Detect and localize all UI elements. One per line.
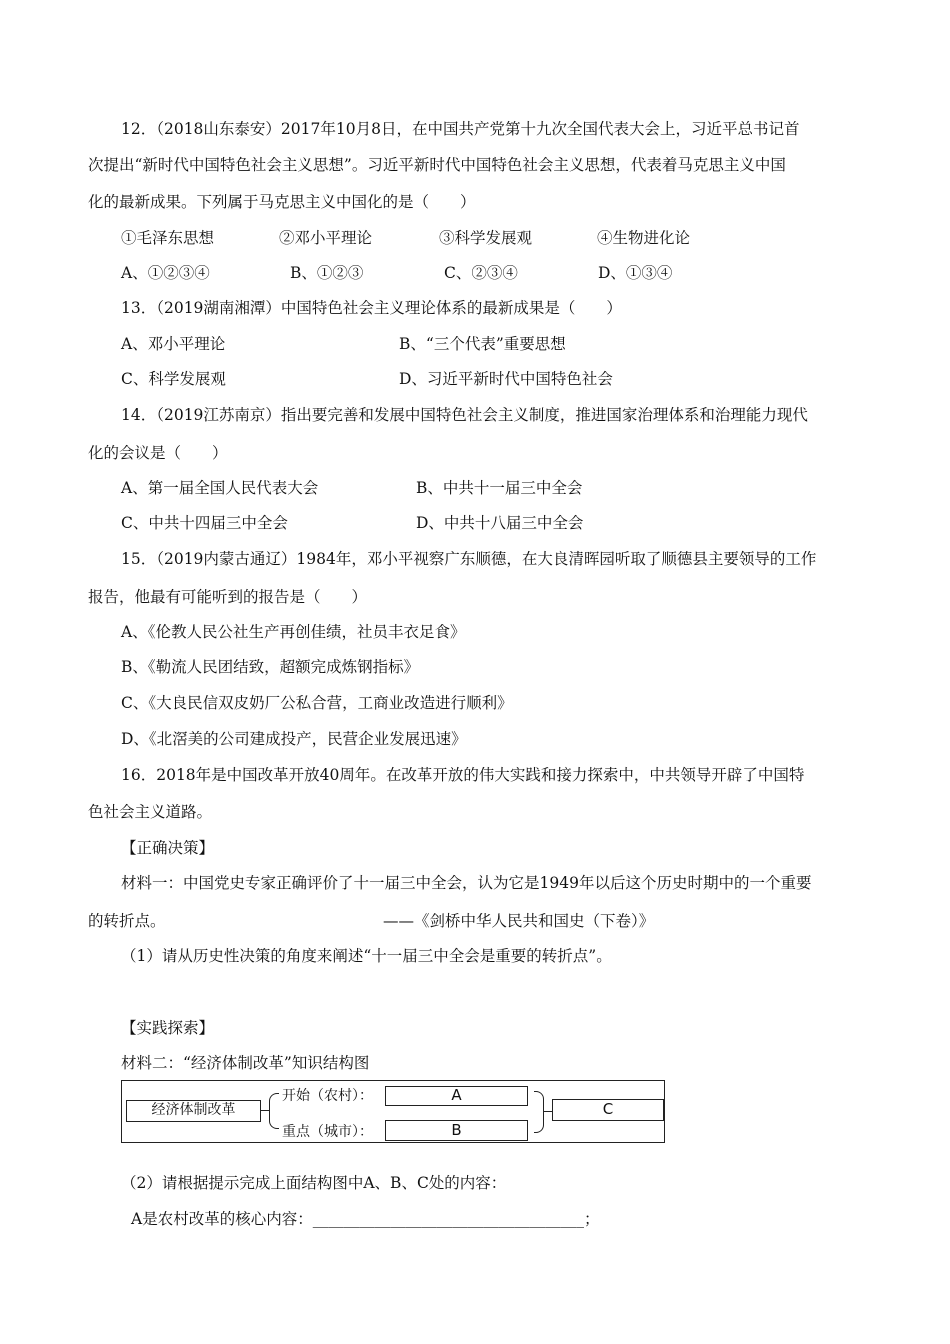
diagram-focus-label: 重点（城市）：	[282, 1124, 373, 1140]
section-heading-decision: 【正确决策】	[121, 839, 215, 857]
q12-stem-line3: 化的最新成果。下列属于马克思主义中国化的是（ ）	[88, 193, 476, 211]
diagram-box-a: A	[385, 1086, 528, 1106]
q12-option-c: C、②③④	[444, 264, 518, 282]
q12-stem-line1: 12．（2018山东泰安）2017年10月8日，在中国共产党第十九次全国代表大会上，习近平总书记首	[121, 120, 800, 138]
sub-question-2: （2）请根据提示完成上面结构图中A、B、C处的内容：	[121, 1174, 507, 1192]
diagram-start-label: 开始（农村）：	[282, 1088, 373, 1104]
diagram-root-box: 经济体制改革	[126, 1100, 261, 1122]
q12-item-4: ④生物进化论	[597, 229, 691, 247]
q12-stem-line2: 次提出“新时代中国特色社会主义思想”。习近平新时代中国特色社会主义思想，代表着马克思主义中国	[88, 156, 786, 174]
q15-stem-line2: 报告，他最有可能听到的报告是（ ）	[88, 588, 368, 606]
q12-option-b: B、①②③	[290, 264, 364, 282]
q12-item-2: ②邓小平理论	[279, 229, 373, 247]
q12-item-1: ①毛泽东思想	[121, 229, 215, 247]
sub-question-1: （1）请从历史性决策的角度来阐述“十一届三中全会是重要的转折点”。	[121, 947, 612, 965]
knowledge-structure-diagram	[121, 1080, 665, 1143]
q15-option-c: C、《大良民信双皮奶厂公私合营，工商业改造进行顺利》	[121, 694, 513, 712]
material1-source: ——《剑桥中华人民共和国史（下卷）》	[383, 912, 655, 930]
q14-option-d: D、中共十八届三中全会	[416, 514, 584, 532]
q14-stem-line2: 化的会议是（ ）	[88, 444, 228, 462]
answer-a-line: A是农村改革的核心内容：___________________________________；	[131, 1210, 600, 1228]
q15-option-a: A、《伦教人民公社生产再创佳绩，社员丰衣足食》	[121, 623, 466, 641]
q13-stem: 13．（2019湖南湘潭）中国特色社会主义理论体系的最新成果是（ ）	[121, 299, 622, 317]
q15-option-b: B、《勒流人民团结致，超额完成炼钢指标》	[121, 658, 420, 676]
q15-stem-line1: 15．（2019内蒙古通辽）1984年，邓小平视察广东顺德，在大良清晖园听取了顺德县主要领导的工作	[121, 550, 817, 568]
material2-title: 材料二：“经济体制改革”知识结构图	[121, 1054, 370, 1072]
q14-stem-line1: 14．（2019江苏南京）指出要完善和发展中国特色社会主义制度，推进国家治理体系和治理能力现代	[121, 406, 808, 424]
q15-option-d: D、《北滘美的公司建成投产，民营企业发展迅速》	[121, 730, 467, 748]
q14-option-a: A、第一届全国人民代表大会	[121, 479, 319, 497]
q13-option-c: C、科学发展观	[121, 370, 226, 388]
diagram-box-b: B	[385, 1120, 528, 1141]
q14-option-c: C、中共十四届三中全会	[121, 514, 288, 532]
diagram-right-bracket	[534, 1091, 544, 1133]
material1-line2: 的转折点。	[88, 912, 166, 930]
q13-option-d: D、习近平新时代中国特色社会	[399, 370, 613, 388]
diagram-left-bracket	[269, 1093, 279, 1129]
diagram-connector-right	[544, 1111, 552, 1112]
q16-stem-line2: 色社会主义道路。	[88, 803, 213, 821]
q12-option-d: D、①③④	[598, 264, 673, 282]
diagram-box-c: C	[552, 1099, 664, 1121]
q16-stem-line1: 16．2018年是中国改革开放40周年。在改革开放的伟大实践和接力探索中，中共领导开辟了中国特	[121, 766, 805, 784]
q12-item-3: ③科学发展观	[439, 229, 533, 247]
material1-line1: 材料一：中国党史专家正确评价了十一届三中全会，认为它是1949年以后这个历史时期中的一个重要	[121, 874, 812, 892]
q14-option-b: B、中共十一届三中全会	[416, 479, 583, 497]
diagram-connector	[261, 1110, 269, 1111]
q12-option-a: A、①②③④	[121, 264, 210, 282]
section-heading-practice: 【实践探索】	[121, 1019, 215, 1037]
q13-option-a: A、邓小平理论	[121, 335, 226, 353]
q13-option-b: B、“三个代表”重要思想	[399, 335, 566, 353]
